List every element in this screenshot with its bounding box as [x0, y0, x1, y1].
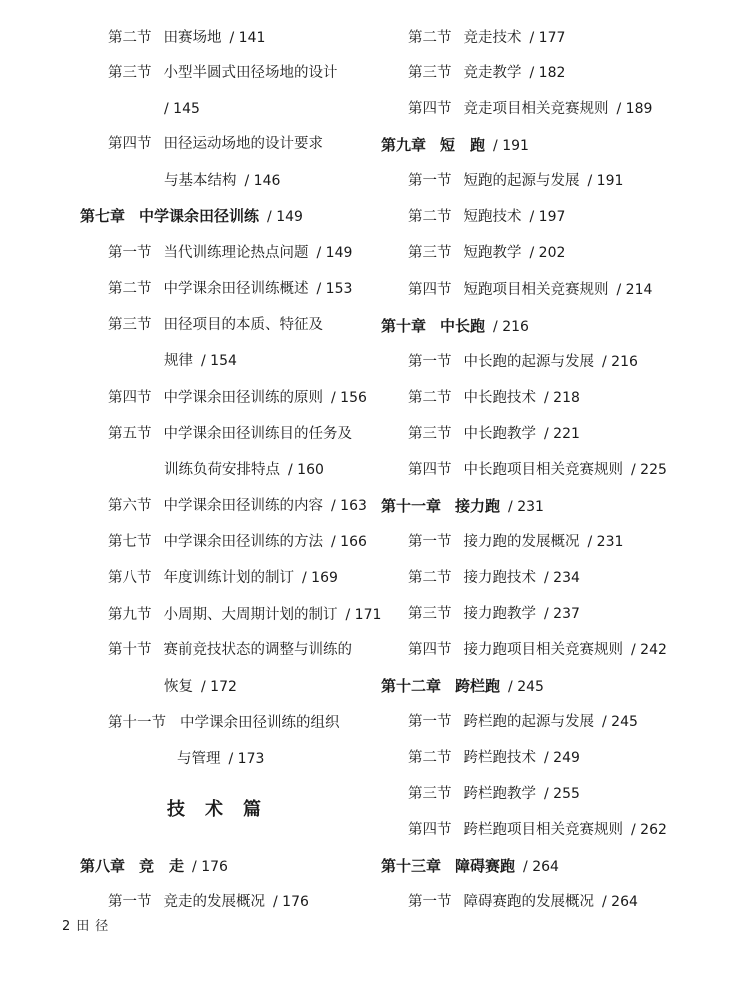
chapter-number: 第十一章	[381, 497, 442, 515]
section-number: 第四节	[408, 462, 452, 478]
entry-title: 年度训练计划的制订	[163, 570, 294, 586]
toc-section-entry	[108, 28, 265, 48]
page-number-ref: / 145	[164, 101, 200, 117]
page-number-ref: / 191	[587, 173, 624, 189]
entry-title: 跨栏跑教学	[463, 786, 536, 802]
toc-section-entry	[108, 496, 367, 516]
toc-continuation-line	[164, 351, 237, 371]
section-number: 第四节	[408, 101, 452, 117]
toc-chapter-entry	[80, 206, 303, 227]
entry-title: 中学课余田径训练的内容	[163, 498, 323, 514]
toc-continuation-line	[164, 677, 237, 697]
page-number-ref: / 249	[544, 750, 580, 766]
entry-title: 小型半圆式田径场地的设计	[163, 65, 338, 81]
page-number-ref: / 245	[508, 679, 544, 695]
section-number: 第三节	[108, 317, 152, 333]
entry-title: 中学课余田径训练目的任务及	[163, 426, 352, 442]
page-number-ref: / 169	[302, 570, 338, 586]
entry-title: 小周期、大周期计划的制订	[163, 607, 338, 623]
section-number: 第八节	[108, 570, 152, 586]
section-number: 第七节	[108, 534, 152, 550]
page-number-ref: / 171	[345, 607, 382, 623]
entry-title: 田径项目的本质、特征及	[163, 317, 323, 333]
page-footer	[62, 917, 114, 937]
entry-title: 田径运动场地的设计要求	[163, 136, 323, 152]
entry-title: 接力跑的发展概况	[463, 534, 580, 550]
toc-section-entry	[108, 713, 340, 733]
entry-title: 接力跑技术	[463, 570, 536, 586]
page-number-ref: / 242	[631, 642, 667, 658]
toc-section-entry	[408, 568, 580, 588]
toc-section-entry	[408, 892, 638, 912]
toc-section-entry	[408, 207, 565, 227]
section-number: 第二节	[408, 570, 452, 586]
toc-section-entry	[108, 605, 381, 625]
section-number: 第四节	[108, 136, 152, 152]
toc-chapter-entry	[381, 856, 559, 877]
toc-section-entry	[408, 784, 580, 804]
entry-title: 跨栏跑的起源与发展	[463, 714, 594, 730]
page-number-ref: / 173	[228, 751, 265, 767]
toc-section-entry	[408, 280, 652, 300]
page-number-ref: / 214	[616, 282, 653, 298]
toc-section-entry	[408, 748, 580, 768]
section-number: 第二节	[408, 209, 452, 225]
section-number: 第一节	[408, 714, 452, 730]
entry-title: 接力跑项目相关竞赛规则	[463, 642, 623, 658]
entry-title: 当代训练理论热点问题	[163, 245, 309, 261]
section-number: 第一节	[108, 245, 152, 261]
toc-section-entry	[108, 388, 367, 408]
entry-title: 规律	[164, 353, 193, 369]
entry-title: 短跑的起源与发展	[463, 173, 580, 189]
page-number-ref: / 202	[529, 245, 566, 261]
entry-title: 训练负荷安排特点	[164, 462, 280, 478]
page-number: 2	[62, 919, 71, 934]
entry-title: 竞走教学	[463, 65, 522, 81]
section-number: 第一节	[408, 354, 452, 370]
toc-section-entry	[408, 388, 580, 408]
page-number-ref: / 177	[529, 30, 566, 46]
toc-section-entry	[408, 424, 580, 444]
page-number-ref: / 245	[602, 714, 638, 730]
entry-title: 短跑教学	[463, 245, 522, 261]
section-number: 第一节	[408, 173, 452, 189]
page-number-ref: / 221	[544, 426, 580, 442]
section-number: 第四节	[408, 282, 452, 298]
entry-title: 中长跑技术	[463, 390, 536, 406]
section-number: 第四节	[108, 390, 152, 406]
toc-chapter-entry	[381, 316, 529, 337]
toc-section-entry	[108, 315, 323, 335]
toc-section-entry	[108, 279, 352, 299]
page-number-ref: / 189	[616, 101, 653, 117]
toc-section-entry	[108, 892, 309, 912]
toc-continuation-line	[177, 749, 264, 769]
page-number-ref: / 149	[316, 245, 353, 261]
entry-title: 跨栏跑	[455, 677, 501, 695]
toc-section-entry	[408, 28, 565, 48]
section-number: 第一节	[408, 534, 452, 550]
toc-chapter-entry	[381, 676, 544, 697]
section-number: 第一节	[408, 894, 452, 910]
entry-title: 障碍赛跑的发展概况	[463, 894, 594, 910]
toc-section-entry	[408, 712, 638, 732]
section-number: 第二节	[408, 30, 452, 46]
page-number-ref: / 176	[273, 894, 309, 910]
toc-section-entry	[408, 460, 667, 480]
page-number-ref: / 216	[602, 354, 638, 370]
section-number: 第二节	[408, 750, 452, 766]
section-number: 第三节	[408, 606, 452, 622]
toc-continuation-line	[164, 99, 200, 119]
page-number-ref: / 149	[267, 209, 303, 225]
chapter-number: 第十三章	[381, 857, 442, 875]
entry-title: 赛前竞技状态的调整与训练的	[163, 642, 352, 658]
section-number: 第三节	[108, 65, 152, 81]
toc-section-entry	[408, 99, 652, 119]
entry-title: 恢复	[164, 679, 193, 695]
page-number-ref: / 176	[192, 859, 228, 875]
toc-chapter-entry	[381, 135, 529, 156]
section-number: 第一节	[108, 894, 152, 910]
section-number: 第二节	[108, 281, 152, 297]
page-number-ref: / 153	[316, 281, 353, 297]
page-number-ref: / 146	[244, 173, 281, 189]
entry-title: 接力跑教学	[463, 606, 536, 622]
section-number: 第四节	[408, 822, 452, 838]
page-number-ref: / 156	[331, 390, 367, 406]
section-number: 第二节	[108, 30, 152, 46]
section-number: 第十一节	[108, 715, 166, 731]
section-number: 第五节	[108, 426, 152, 442]
toc-section-entry	[408, 171, 623, 191]
page-number-ref: / 231	[587, 534, 624, 550]
page-number-ref: / 191	[493, 138, 529, 154]
page-number-ref: / 262	[631, 822, 667, 838]
page-number-ref: / 182	[529, 65, 566, 81]
page-number-ref: / 264	[523, 859, 559, 875]
page-number-ref: / 216	[493, 319, 529, 335]
entry-title: 竞走技术	[463, 30, 522, 46]
entry-title: 接力跑	[455, 497, 501, 515]
entry-title: 与管理	[177, 751, 221, 767]
page-number-ref: / 141	[229, 30, 266, 46]
toc-section-entry	[108, 640, 352, 660]
entry-title: 障碍赛跑	[455, 857, 516, 875]
entry-title: 中学课余田径训练	[139, 207, 260, 225]
toc-part-heading	[167, 800, 281, 820]
page-number-ref: / 172	[201, 679, 237, 695]
chapter-number: 第九章	[381, 136, 427, 154]
page-number-ref: / 218	[544, 390, 580, 406]
entry-title: 中长跑项目相关竞赛规则	[463, 462, 623, 478]
toc-section-entry	[408, 532, 623, 552]
page-number-ref: / 225	[631, 462, 667, 478]
section-number: 第三节	[408, 786, 452, 802]
chapter-number: 第七章	[80, 207, 126, 225]
toc-chapter-entry	[80, 856, 228, 877]
entry-title: 竞走项目相关竞赛规则	[463, 101, 609, 117]
toc-continuation-line	[164, 171, 280, 191]
part-title: 技术篇	[167, 799, 281, 820]
page-number-ref: / 197	[529, 209, 566, 225]
section-number: 第三节	[408, 426, 452, 442]
section-number: 第三节	[408, 245, 452, 261]
page-number-ref: / 231	[508, 499, 544, 515]
chapter-number: 第八章	[80, 857, 126, 875]
entry-title: 跨栏跑项目相关竞赛规则	[463, 822, 623, 838]
entry-title: 中学课余田径训练概述	[163, 281, 309, 297]
toc-section-entry	[408, 352, 638, 372]
entry-title: 田赛场地	[163, 30, 222, 46]
toc-section-entry	[108, 424, 352, 444]
entry-title: 中学课余田径训练的方法	[163, 534, 323, 550]
page-number-ref: / 166	[331, 534, 367, 550]
toc-continuation-line	[164, 460, 324, 480]
section-number: 第九节	[108, 607, 152, 623]
toc-section-entry	[108, 568, 338, 588]
toc-chapter-entry	[381, 496, 544, 517]
entry-title: 短跑技术	[463, 209, 522, 225]
entry-title: 中长跑教学	[463, 426, 536, 442]
chapter-number: 第十章	[381, 317, 427, 335]
page-number-ref: / 264	[602, 894, 638, 910]
toc-section-entry	[108, 134, 323, 154]
entry-title: 短 跑	[440, 136, 486, 154]
entry-title: 中长跑的起源与发展	[463, 354, 594, 370]
toc-section-entry	[408, 63, 565, 83]
section-number: 第十节	[108, 642, 152, 658]
toc-section-entry	[108, 243, 352, 263]
chapter-number: 第十二章	[381, 677, 442, 695]
page-number-ref: / 163	[331, 498, 367, 514]
section-number: 第二节	[408, 390, 452, 406]
toc-section-entry	[108, 532, 367, 552]
entry-title: 竞走的发展概况	[163, 894, 265, 910]
entry-title: 中学课余田径训练的原则	[163, 390, 323, 406]
page-number-ref: / 234	[544, 570, 580, 586]
toc-section-entry	[108, 63, 338, 83]
page-number-ref: / 160	[288, 462, 324, 478]
entry-title: 短跑项目相关竞赛规则	[463, 282, 609, 298]
entry-title: 与基本结构	[164, 173, 237, 189]
section-number: 第六节	[108, 498, 152, 514]
entry-title: 中学课余田径训练的组织	[180, 715, 340, 731]
toc-section-entry	[408, 604, 580, 624]
toc-section-entry	[408, 243, 565, 263]
page-number-ref: / 237	[544, 606, 580, 622]
section-number: 第四节	[408, 642, 452, 658]
entry-title: 竞 走	[139, 857, 185, 875]
book-title: 田径	[76, 919, 115, 934]
section-number: 第三节	[408, 65, 452, 81]
entry-title: 中长跑	[440, 317, 486, 335]
page-number-ref: / 154	[201, 353, 237, 369]
toc-section-entry	[408, 820, 667, 840]
toc-section-entry	[408, 640, 667, 660]
entry-title: 跨栏跑技术	[463, 750, 536, 766]
page-number-ref: / 255	[544, 786, 580, 802]
